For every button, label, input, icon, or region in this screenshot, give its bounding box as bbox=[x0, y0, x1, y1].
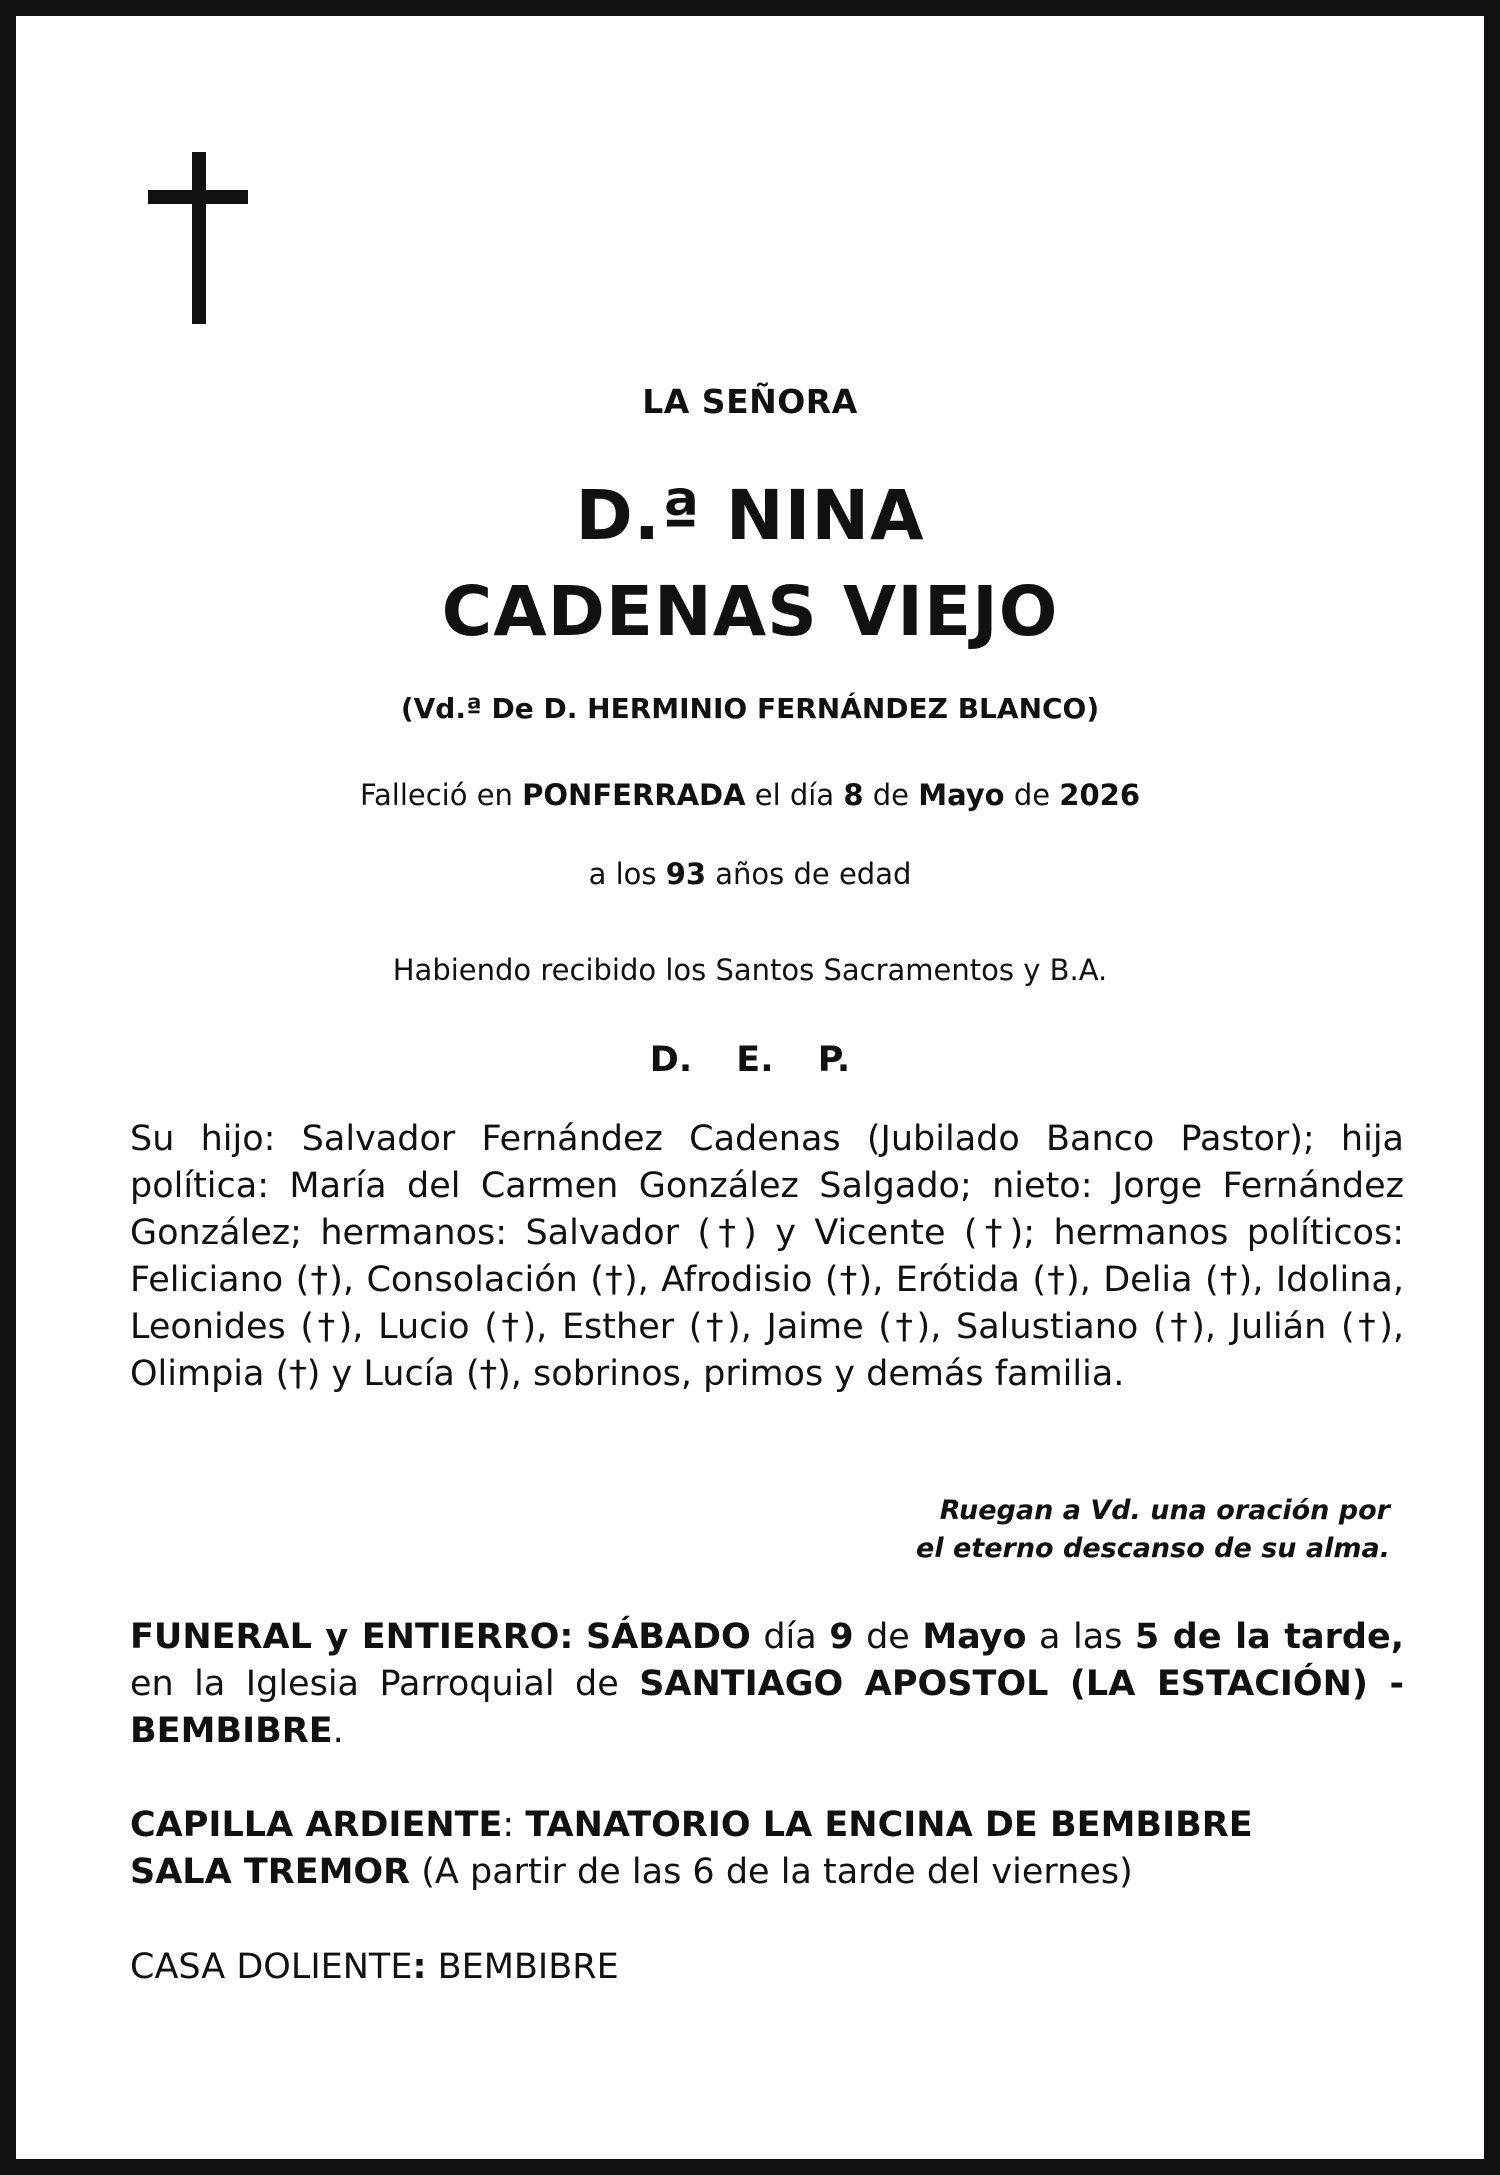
chapel-note: (A partir de las 6 de la tarde del viernes) bbox=[421, 1852, 1133, 1892]
chapel-room: SALA TREMOR bbox=[130, 1852, 411, 1892]
chapel-label: CAPILLA ARDIENTE bbox=[130, 1805, 503, 1845]
death-day: 8 bbox=[843, 778, 864, 812]
funeral-day: 9 bbox=[829, 1617, 854, 1657]
sacraments-line: Habiendo recibido los Santos Sacramentos y B.A. bbox=[392, 953, 1108, 987]
funeral-paragraph: FUNERAL y ENTIERRO: SÁBADO día 9 de Mayo a las 5 de la tarde, en la Iglesia Parroquial de SANTIAGO APOSTOL (LA ESTACIÓN) - BEMBIBRE. bbox=[130, 1617, 1404, 1751]
chapel-place: TANATORIO LA ENCINA DE BEMBIBRE bbox=[525, 1805, 1253, 1845]
death-line: Falleció en PONFERRADA el día 8 de Mayo de 2026 bbox=[359, 778, 1141, 812]
name-line-1: D.ª NINA bbox=[575, 476, 925, 556]
death-year: 2026 bbox=[1059, 778, 1141, 812]
age-line: a los 93 años de edad bbox=[588, 857, 912, 891]
funeral-month: Mayo bbox=[922, 1617, 1027, 1657]
funeral-weekday: SÁBADO bbox=[585, 1617, 751, 1657]
funeral-label: FUNERAL y ENTIERRO: bbox=[130, 1617, 574, 1657]
house-place: BEMBIBRE bbox=[437, 1947, 619, 1987]
death-month: Mayo bbox=[918, 778, 1005, 812]
mourning-house: CASA DOLIENTE: BEMBIBRE bbox=[130, 1947, 619, 1987]
age-years: 93 bbox=[665, 857, 707, 891]
chapel-line-1: CAPILLA ARDIENTE: TANATORIO LA ENCINA DE BEMBIBRE bbox=[130, 1805, 1253, 1845]
cross-icon bbox=[148, 152, 248, 324]
funeral-time: 5 de la tarde, bbox=[1134, 1617, 1404, 1657]
chapel-line-2 bbox=[130, 1849, 1404, 1896]
prayer-line-1: Ruegan a Vd. una oración por bbox=[939, 1495, 1390, 1526]
name-line-2: CADENAS VIEJO bbox=[441, 572, 1059, 652]
dep-abbrev: D. E. P. bbox=[649, 1040, 851, 1080]
deceased-name bbox=[16, 468, 1484, 660]
family-paragraph: Su hijo: Salvador Fernández Cadenas (Jubilado Banco Pastor); hija política: María del Carmen González Salgado; nieto: Jorge Fernández González; hermanos: Salvador (†) y Vicente (†); hermanos políticos: Feliciano (†), Consolación (†), Afrodisio (†), Erótida (†), Delia (†), Idolina, Leonides (†), Lucio (†), Esther (†), Jaime (†), Salustiano (†), Julián (†), Olimpia (†) y Lucía (†), sobrinos, primos y demás familia. bbox=[130, 1119, 1404, 1394]
prayer-request bbox=[690, 1492, 1390, 1568]
prayer-line-2: el eterno descanso de su alma. bbox=[916, 1533, 1390, 1564]
widow-of: (Vd.ª De D. HERMINIO FERNÁNDEZ BLANCO) bbox=[400, 692, 1100, 725]
chapel-block bbox=[130, 1802, 1404, 1896]
death-place: PONFERRADA bbox=[522, 778, 746, 812]
intro-title: LA SEÑORA bbox=[642, 382, 858, 421]
funeral-church: SANTIAGO APOSTOL (LA ESTACIÓN) - BEMBIBRE bbox=[130, 1664, 1404, 1751]
house-label: CASA DOLIENTE bbox=[130, 1947, 413, 1987]
